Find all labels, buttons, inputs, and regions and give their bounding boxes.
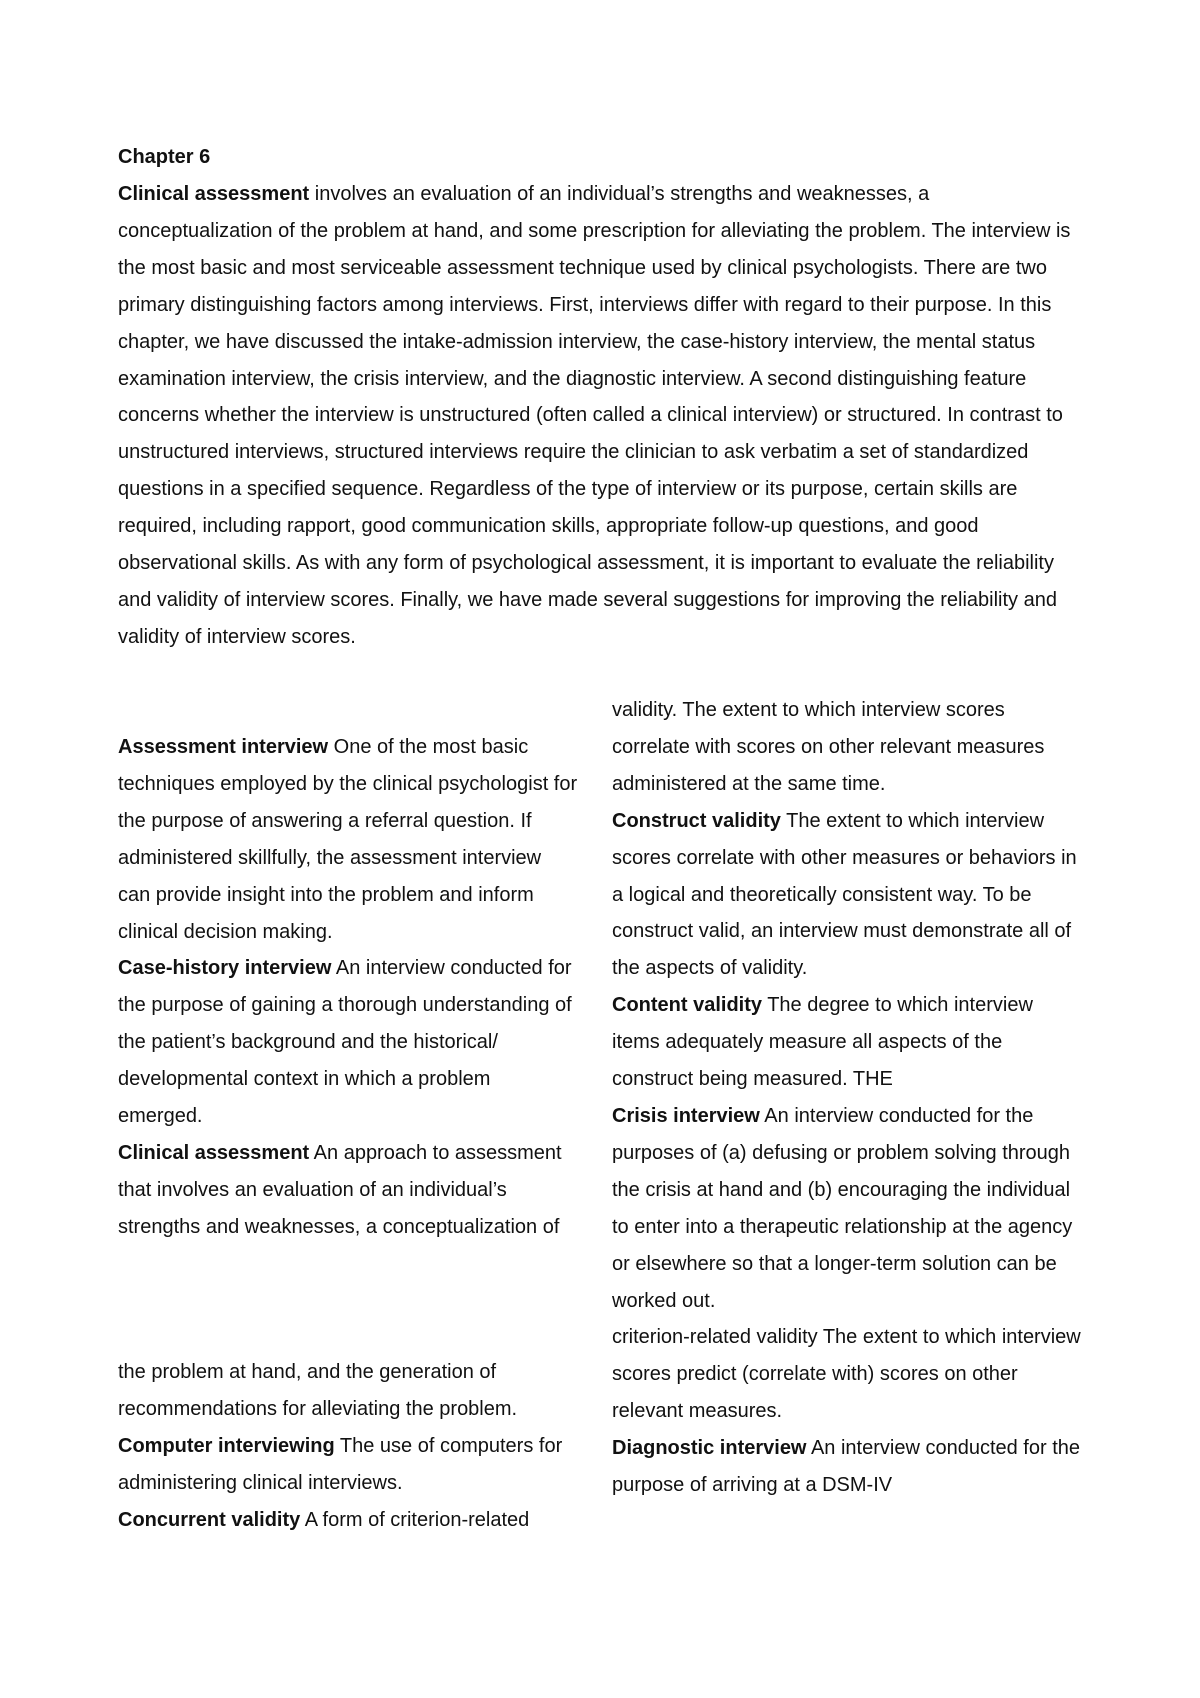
glossary-term: Concurrent validity [118, 1508, 301, 1531]
glossary-term: Crisis interview [612, 1104, 760, 1127]
glossary-entry-construct-validity [612, 803, 1082, 988]
glossary-entry-clinical-assessment [118, 1135, 578, 1246]
glossary-term: Content validity [612, 994, 763, 1017]
glossary-definition: One of the most basic techniques employed by the clinical psychologist for the purpose of answering a referral question. If administered skillfully, the assessment interview can provide insight into the problem and inform clinical decision making. [118, 736, 578, 943]
glossary-term: Assessment interview [118, 736, 329, 758]
glossary-entry-content-validity [612, 987, 1082, 1098]
glossary-definition: An interview conducted for the purpose of gaining a thorough understanding of the patient’s background and the historical/ developmental context in which a problem emerged. [118, 957, 572, 1128]
glossary-definition: The use of computers for administering clinical interviews. [118, 1434, 563, 1494]
glossary-definition: An interview conducted for the purpose of arriving at a DSM-IV [612, 1437, 1080, 1497]
glossary-entry-computer-interviewing [118, 1428, 578, 1502]
glossary-term: Case-history interview [118, 957, 332, 980]
glossary-term: Computer interviewing [118, 1434, 335, 1457]
glossary-definition: the problem at hand, and the generation of recommendations for alleviating the problem. [118, 1361, 518, 1420]
glossary-entry-criterion-related-validity [612, 1319, 1082, 1430]
glossary-definition: A form of criterion-related [300, 1508, 530, 1531]
glossary-term: Clinical assessment [118, 1141, 310, 1164]
glossary-definition: An interview conducted for the purposes of (a) defusing or problem solving through the crisis at hand and (b) encouraging the individual to enter into a therapeutic relationship at the agency or elsewhere so that a longer-term solution can be worked out. [612, 1104, 1073, 1312]
glossary-right-column [612, 692, 1082, 1504]
glossary-definition: validity. The extent to which interview scores correlate with scores on other relevant measures administered at the same time. [612, 699, 1045, 795]
glossary-definition: criterion-related validity The extent to which interview scores predict (correlate with) scores on other relevant measures. [612, 1326, 1081, 1423]
glossary-term: Construct validity [612, 809, 781, 832]
glossary-entry-diagnostic-interview [612, 1430, 1082, 1504]
glossary-term: Diagnostic interview [612, 1437, 807, 1460]
glossary-left-column-bottom [118, 1354, 578, 1539]
glossary-entry-case-history-interview [118, 950, 578, 1135]
glossary-entry-continuation [612, 692, 1082, 803]
glossary-entry-concurrent-validity [118, 1502, 578, 1539]
glossary-definition: The extent to which interview scores correlate with other measures or behaviors in a logical and theoretically consistent way. To be construct valid, an interview must demonstrate all of the aspects of validity. [612, 809, 1077, 980]
intro-term: Clinical assessment [118, 183, 310, 205]
glossary-entry-crisis-interview [612, 1098, 1082, 1319]
glossary-definition: An approach to assessment that involves an evaluation of an individual’s strengths and weaknesses, a conceptualization of [118, 1141, 562, 1238]
glossary-entry-continuation [118, 1354, 578, 1428]
chapter-title: Chapter 6 [118, 146, 211, 168]
intro-paragraph [118, 176, 1078, 656]
glossary-definition: The degree to which interview items adequately measure all aspects of the construct being measured. THE [612, 994, 1033, 1091]
glossary-left-column-top [118, 729, 578, 1246]
intro-text: involves an evaluation of an individual’s strengths and weaknesses, a conceptualization of the problem at hand, and some prescription for alleviating the problem. The interview is the most basic and most serviceable assessment technique used by clinical psychologists. There are two primary distinguishing factors among interviews. First, interviews differ with regard to their purpose. In this chapter, we have discussed the intake-admission interview, the case-history interview, the mental status examination interview, the crisis interview, and the diagnostic interview. A second distinguishing feature concerns whether the interview is unstructured (often called a clinical interview) or structured. In contrast to unstructured interviews, structured interviews require the clinician to ask verbatim a set of standardized questions in a specified sequence. Regardless of the type of interview or its purpose, certain skills are required, including rapport, good communication skills, appropriate follow-up questions, and good observational skills. As with any form of psychological assessment, it is important to evaluate the reliability and validity of interview scores. Finally, we have made several suggestions for improving the reliability and validity of interview scores. [118, 183, 1071, 648]
glossary-entry-assessment-interview [118, 729, 578, 950]
